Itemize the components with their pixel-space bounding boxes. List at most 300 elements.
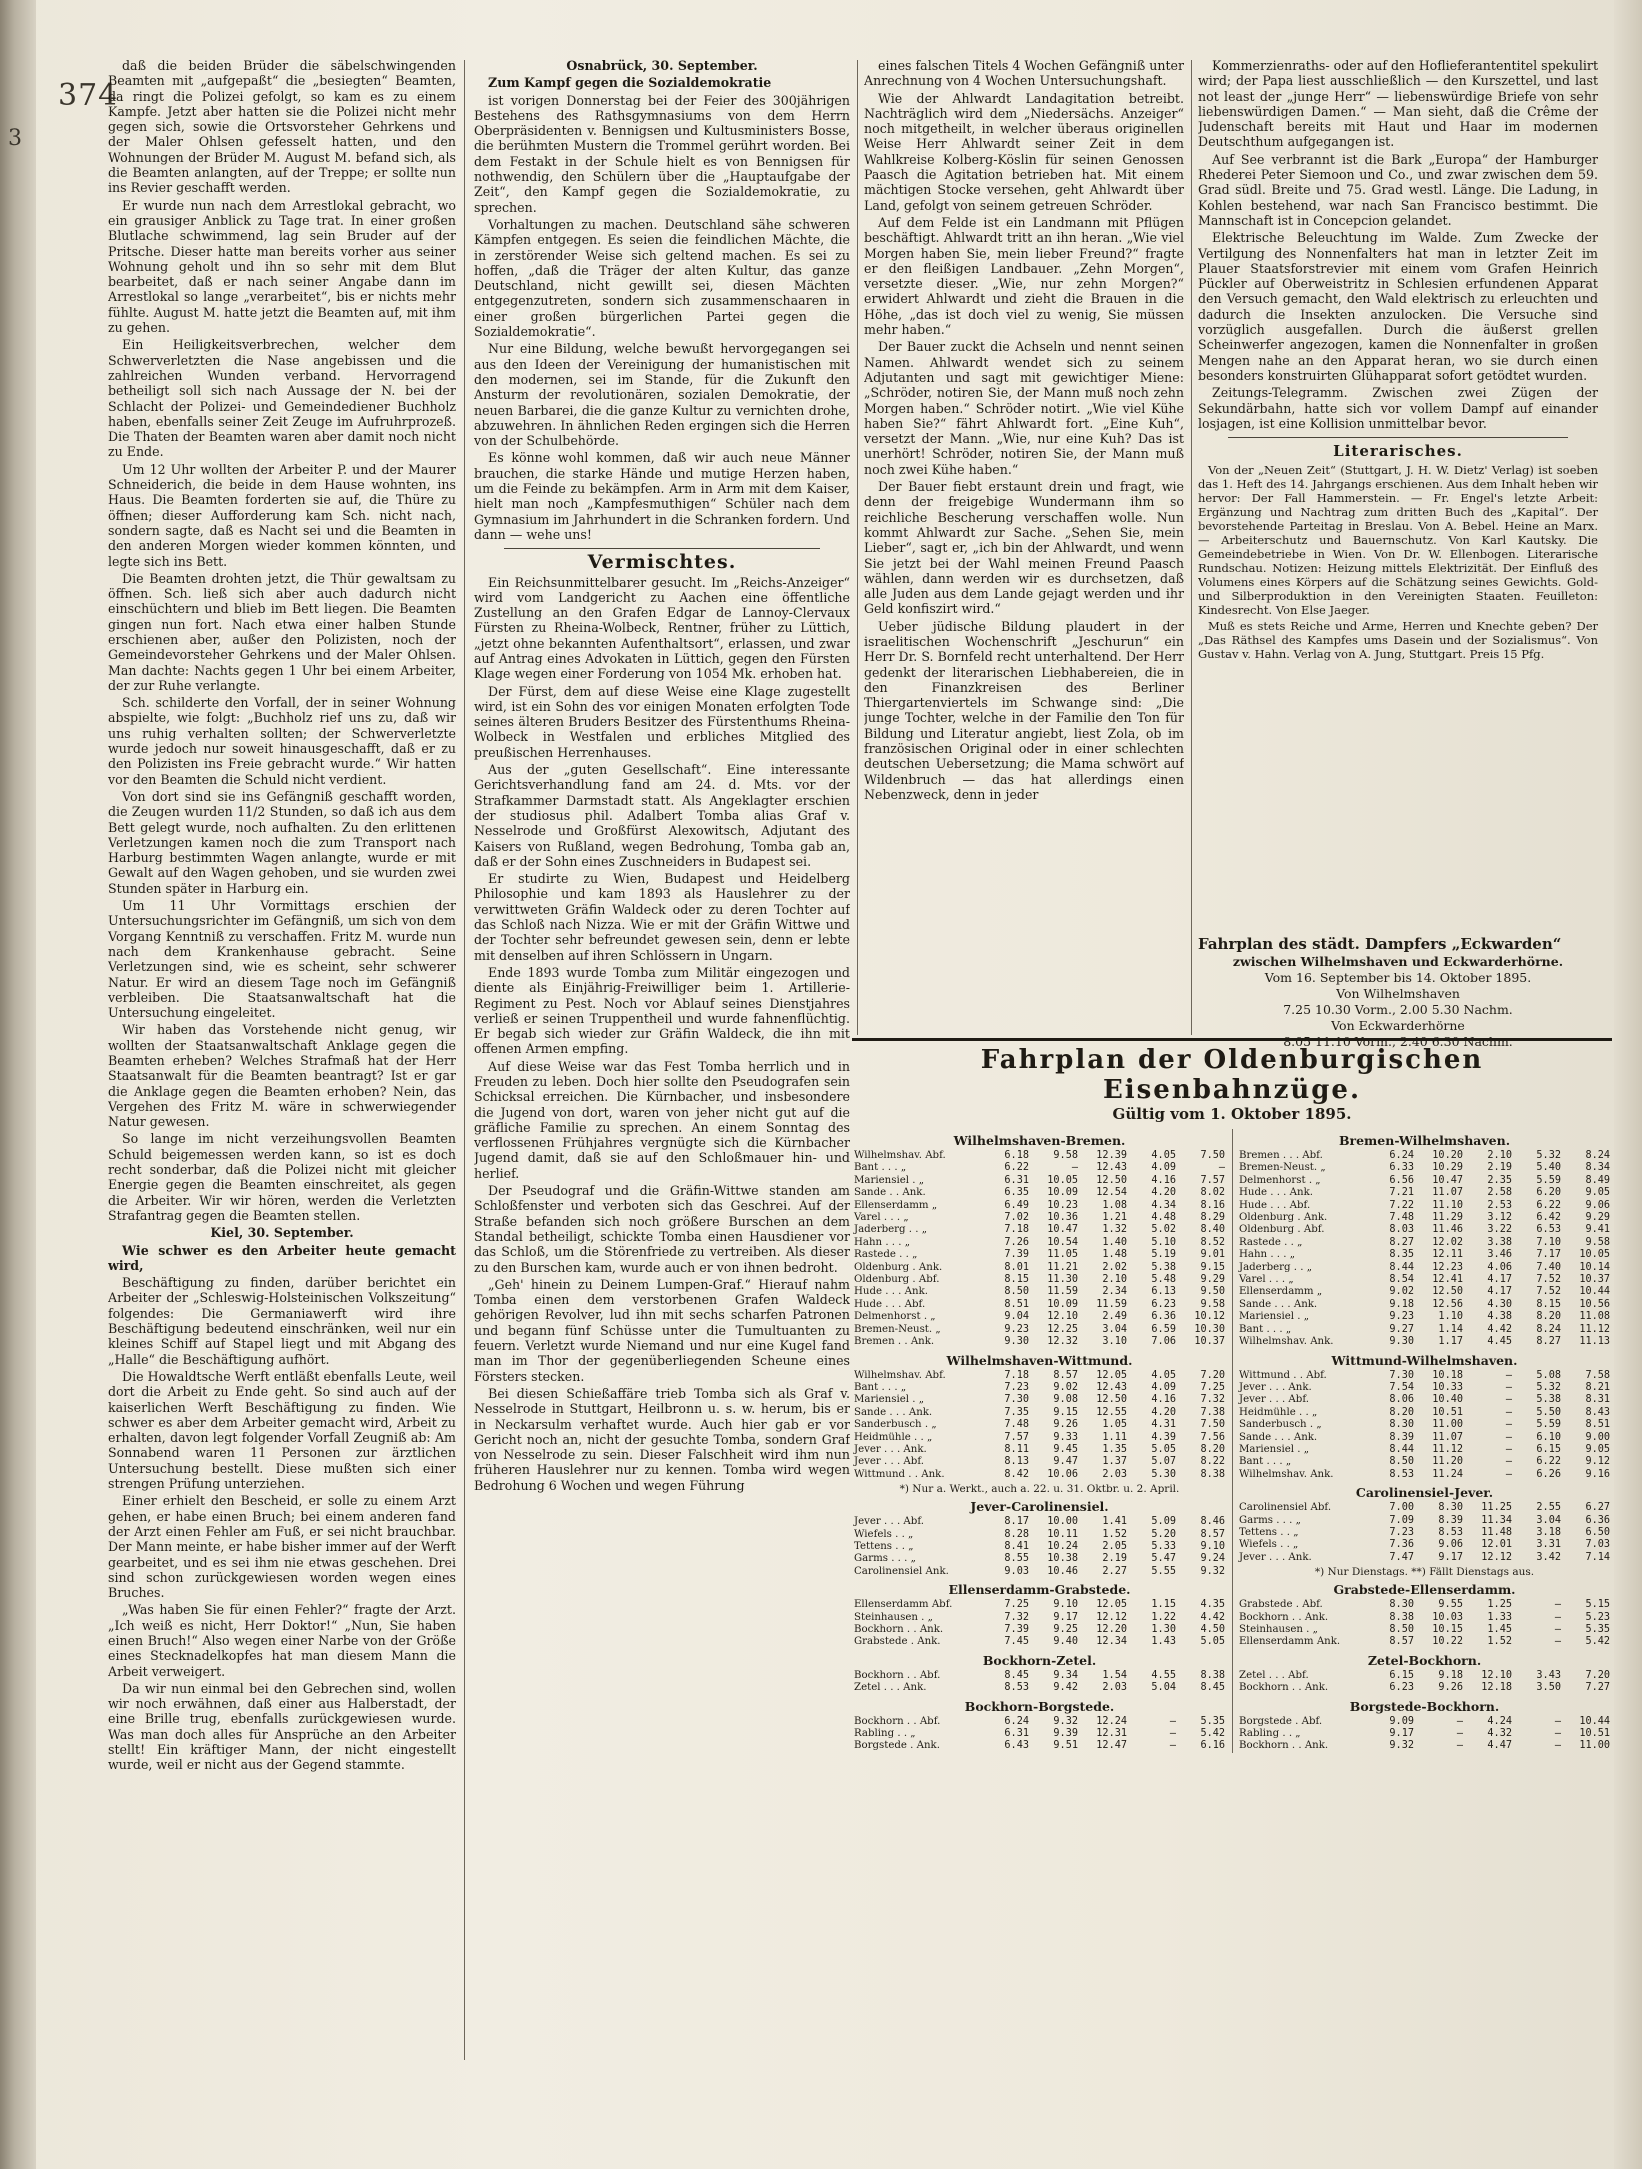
departure-time: 8.46 <box>1200 1516 1225 1528</box>
departure-time: 7.47 <box>1389 1551 1414 1563</box>
station-name: Hahn . . . „ <box>1239 1249 1296 1261</box>
departure-time: 2.19 <box>1487 1162 1512 1174</box>
timetable-footnote: *) Nur a. Werkt., auch a. 22. u. 31. Oktbr. u. 2. April. <box>899 1483 1180 1496</box>
timetable-row <box>852 1740 1227 1752</box>
departure-time: 1.25 <box>1487 1599 1512 1611</box>
timetable-row <box>852 1456 1227 1468</box>
departure-time: — <box>1505 1406 1512 1418</box>
departure-time: 12.18 <box>1481 1682 1512 1694</box>
section-divider <box>504 548 820 549</box>
departure-time: 6.10 <box>1536 1431 1561 1443</box>
article-lead: Wie schwer es den Arbeiter heute gemacht wird, <box>108 1242 456 1273</box>
timetable-row <box>1237 1599 1612 1611</box>
timetable-table <box>1237 1716 1612 1753</box>
timetable-block-title: Bockhorn-Borgstede. <box>964 1698 1115 1714</box>
dateline-kiel: Kiel, 30. September. <box>210 1225 354 1241</box>
station-name: Garms . . . „ <box>1239 1514 1301 1526</box>
departure-time: 4.16 <box>1151 1174 1176 1186</box>
station-name: Mariensiel . „ <box>1239 1443 1309 1455</box>
departure-time: 1.11 <box>1102 1431 1127 1443</box>
timetable-row <box>1237 1286 1612 1298</box>
departure-time: 10.38 <box>1047 1553 1078 1565</box>
departure-time: 10.54 <box>1047 1236 1078 1248</box>
departure-time: 1.14 <box>1438 1323 1463 1335</box>
departure-time: — <box>1554 1611 1561 1623</box>
departure-time: 6.22 <box>1536 1456 1561 1468</box>
departure-time: 9.02 <box>1389 1286 1414 1298</box>
column-2 <box>474 58 850 2068</box>
departure-time: 10.37 <box>1579 1274 1610 1286</box>
departure-time: — <box>1505 1456 1512 1468</box>
departure-time: 4.05 <box>1151 1150 1176 1161</box>
departure-time: 7.23 <box>1389 1526 1414 1538</box>
timetable-block-title: Borgstede-Bockhorn. <box>1349 1698 1500 1714</box>
timetable-table <box>852 1516 1227 1578</box>
departure-time: 12.50 <box>1096 1174 1127 1186</box>
departure-time: 8.49 <box>1585 1174 1610 1186</box>
departure-time: 2.27 <box>1102 1565 1127 1577</box>
departure-time: 5.08 <box>1536 1369 1561 1381</box>
timetable-row <box>1237 1469 1612 1481</box>
departure-time: 7.40 <box>1536 1261 1561 1273</box>
departure-time: 1.43 <box>1151 1636 1176 1648</box>
timetable-row <box>852 1212 1227 1224</box>
departure-time: 9.29 <box>1200 1274 1225 1286</box>
article-paragraph: daß die beiden Brüder die säbelschwingenden Beamten mit „aufgepaßt“ die „besiegten“ Beamten, da ringt die Polizei gefolgt, so kam es zu einem Kampfe. Jetzt aber hatten sie die Polizei nicht mehr gegen sich, sowie die Ortsvorsteher Gehrkens und der Maler Ohlsen gefesselt hatten, und den Wohnungen der Brüder M. August M. befand sich, als die Beamten anlangten, auf der Treppe; er sollte nun ins Revier geschafft werden. <box>108 58 456 196</box>
departure-time: 8.34 <box>1585 1162 1610 1174</box>
departure-time: 6.24 <box>1389 1150 1414 1161</box>
column-rule <box>1232 1129 1233 1753</box>
departure-time: 5.15 <box>1585 1599 1610 1611</box>
section-title-vermischtes: Vermischtes. <box>587 551 737 574</box>
column-1 <box>108 58 456 2068</box>
departure-time: 9.58 <box>1585 1236 1610 1248</box>
departure-time: 6.31 <box>1004 1174 1029 1186</box>
station-name: Rabling . . „ <box>854 1728 916 1740</box>
departure-time: 8.53 <box>1004 1682 1029 1694</box>
column-4 <box>1198 58 1598 1008</box>
station-name: Borgstede . Abf. <box>1239 1715 1323 1727</box>
departure-time: 9.23 <box>1004 1323 1029 1335</box>
departure-time: — <box>1554 1624 1561 1635</box>
section-title-literarisches: Literarisches. <box>1333 442 1463 461</box>
departure-time: 12.47 <box>1096 1740 1127 1752</box>
station-name: Sande . . Ank. <box>854 1187 926 1199</box>
departure-time: 7.39 <box>1004 1249 1029 1261</box>
departure-time: 6.20 <box>1536 1187 1561 1199</box>
station-name: Hahn . . . „ <box>854 1236 911 1248</box>
timetable-row <box>1237 1728 1612 1740</box>
timetable-row <box>1237 1456 1612 1468</box>
departure-time: 7.50 <box>1200 1419 1225 1431</box>
departure-time: — <box>1071 1162 1078 1174</box>
article-paragraph: Wir haben das Vorstehende nicht genug, wir wollten der Staatsanwaltschaft Anklage gegen die Beamten erheben? Welches Strafmaß hat der Herr Staatsanwalt für die Beamten beantragt? Ist er gar die Anklage gegen die Beamten erhoben? Nein, das Vergehen des Fritz M. wäre in schwerwiegender Natur gewesen. <box>108 1022 456 1130</box>
departure-time: 2.03 <box>1102 1468 1127 1480</box>
departure-time: 9.30 <box>1004 1336 1029 1348</box>
departure-time: 5.42 <box>1585 1636 1610 1648</box>
timetable-block-title: Grabstede-Ellenserdamm. <box>1333 1582 1516 1598</box>
station-name: Tettens . . „ <box>1239 1526 1299 1538</box>
timetable-row <box>852 1311 1227 1323</box>
departure-time: 10.29 <box>1432 1162 1463 1174</box>
departure-time: 5.20 <box>1151 1528 1176 1540</box>
departure-time: 11.00 <box>1579 1740 1610 1752</box>
departure-time: 7.56 <box>1200 1431 1225 1443</box>
timetable-table <box>1237 1370 1612 1482</box>
departure-time: 8.15 <box>1536 1298 1561 1310</box>
timetable-table <box>1237 1502 1612 1564</box>
departure-time: 3.31 <box>1536 1539 1561 1551</box>
departure-time: 9.47 <box>1053 1456 1078 1468</box>
timetable-row <box>852 1262 1227 1274</box>
departure-time: 1.32 <box>1102 1224 1127 1236</box>
timetable-left-column <box>852 1129 1227 1753</box>
article-paragraph: Beschäftigung zu finden, darüber berichtet ein Arbeiter der „Schleswig-Holsteinischen Volkszeitung“ folgendes: Die Germaniawerft wird ihre Beschäftigung bedeutend einschränken, weil nur ein kleines Schiff auf Stapel liegt und mit Abgang des „Halle“ die Beschäftigung aufhört. <box>108 1275 456 1367</box>
departure-time: 1.37 <box>1102 1456 1127 1468</box>
departure-time: 10.37 <box>1194 1336 1225 1348</box>
station-name: Bremen . . Ank. <box>854 1336 935 1348</box>
departure-time: 7.27 <box>1585 1682 1610 1694</box>
departure-time: 7.57 <box>1200 1174 1225 1186</box>
timetable-row <box>1237 1370 1612 1382</box>
departure-time: 2.10 <box>1102 1274 1127 1286</box>
departure-time: 1.17 <box>1438 1336 1463 1348</box>
ferry-subtitle: zwischen Wilhelmshaven und Eckwarderhörne. <box>1232 954 1564 969</box>
departure-time: 4.50 <box>1200 1624 1225 1635</box>
section-divider <box>1228 437 1568 438</box>
departure-time: 12.25 <box>1047 1323 1078 1335</box>
departure-time: 9.17 <box>1389 1728 1414 1740</box>
railway-timetable <box>852 1038 1612 2138</box>
departure-time: 8.03 <box>1389 1224 1414 1236</box>
departure-time: — <box>1505 1468 1512 1480</box>
departure-time: — <box>1554 1715 1561 1727</box>
station-name: Mariensiel . „ <box>854 1394 924 1406</box>
departure-time: 3.38 <box>1487 1236 1512 1248</box>
departure-time: 11.48 <box>1481 1526 1512 1538</box>
departure-time: 4.31 <box>1151 1419 1176 1431</box>
departure-time: 4.20 <box>1151 1187 1176 1199</box>
departure-time: 8.53 <box>1438 1526 1463 1538</box>
station-name: Grabstede . Abf. <box>1239 1599 1323 1611</box>
station-name: Jever . . . Ank. <box>1239 1381 1312 1393</box>
departure-time: 7.52 <box>1536 1286 1561 1298</box>
departure-time: 4.09 <box>1151 1381 1176 1393</box>
article-paragraph: Ein Reichsunmittelbarer gesucht. Im „Reichs-Anzeiger“ wird vom Landgericht zu Aachen eine öffentliche Zustellung an den Grafen Edgar de Lannoy-Clervaux Fürsten zu Rheina-Wolbeck, Rentner, früher zu Lüttich, „jetzt ohne bekannten Aufenthaltsort“, erlassen, und zwar auf Antrag eines Advokaten in Lüttich, gegen den Fürsten Klage wegen einer Forderung von 1054 Mk. erhoben hat. <box>474 574 850 682</box>
article-paragraph: ist vorigen Donnerstag bei der Feier des 300jährigen Bestehens des Rathsgymnasiums von dem Herrn Oberpräsidenten v. Bennigsen und Kultusministers Bosse, die berühmten Mustern die Trommel gerührt worden. Bei dem Festakt in der Schule hielt es von Bennigsen für nothwendig, den Schülern über die „Hauptaufgabe der Zeit“, den Kampf gegen die Sozialdemokratie, zu sprechen. <box>474 92 850 215</box>
article-paragraph: „Was haben Sie für einen Fehler?“ fragte der Arzt. „Ich weiß es nicht, Herr Doktor!“ „Nun, Sie haben einen Bruch!“ Also wegen einer Narbe von der Größe eines Stecknadelkopfes hat man diesem Mann die Arbeit verweigert. <box>108 1602 456 1679</box>
departure-time: 2.53 <box>1487 1199 1512 1211</box>
departure-time: 5.38 <box>1151 1261 1176 1273</box>
station-name: Bockhorn . . Abf. <box>854 1669 941 1681</box>
ferry-from-2: Von Eckwarderhörne <box>1331 1018 1465 1033</box>
timetable-row <box>1237 1539 1612 1551</box>
timetable-block-title: Bockhorn-Zetel. <box>982 1652 1097 1668</box>
departure-time: 8.38 <box>1200 1669 1225 1681</box>
departure-time: 12.24 <box>1096 1715 1127 1727</box>
timetable-row <box>1237 1299 1612 1311</box>
departure-time: 9.34 <box>1053 1669 1078 1681</box>
departure-time: — <box>1456 1715 1463 1727</box>
timetable-row <box>852 1336 1227 1348</box>
departure-time: 12.54 <box>1096 1187 1127 1199</box>
departure-time: 10.40 <box>1432 1394 1463 1406</box>
station-name: Wilhelmshav. Ank. <box>1239 1336 1334 1348</box>
departure-time: 9.29 <box>1585 1212 1610 1224</box>
departure-time: — <box>1554 1728 1561 1740</box>
station-name: Oldenburg . Ank. <box>854 1261 943 1273</box>
article-paragraph: Kommerzienraths- oder auf den Hoflieferantentitel spekulirt wird; der Papa liest ausschließlich — den Kurszettel, und last not least der „junge Herr“ — liebenswürdige Briefe von sehr liebenswürdigen Damen.“ — Man sieht, daß die Crême der Judenschaft bereits mit Haut und Haar im modernen Deutschthum aufgegangen ist. <box>1198 58 1598 150</box>
departure-time: 11.20 <box>1432 1456 1463 1468</box>
departure-time: 9.33 <box>1053 1431 1078 1443</box>
timetable-row <box>852 1432 1227 1444</box>
departure-time: 5.02 <box>1151 1224 1176 1236</box>
departure-time: 4.47 <box>1487 1740 1512 1752</box>
column-3 <box>864 58 1184 1008</box>
departure-time: 1.33 <box>1487 1611 1512 1623</box>
departure-time: 4.34 <box>1151 1199 1176 1211</box>
station-name: Zetel . . . Abf. <box>1239 1669 1309 1681</box>
station-name: Wilhelmshav. Ank. <box>1239 1468 1334 1480</box>
departure-time: 12.50 <box>1096 1394 1127 1406</box>
timetable-row <box>852 1529 1227 1541</box>
departure-time: 6.50 <box>1585 1526 1610 1538</box>
departure-time: 8.50 <box>1004 1286 1029 1298</box>
departure-time: 8.51 <box>1004 1298 1029 1310</box>
departure-time: 5.47 <box>1151 1553 1176 1565</box>
departure-time: — <box>1554 1599 1561 1611</box>
article-paragraph: Die Beamten drohten jetzt, die Thür gewaltsam zu öffnen. Sch. ließ sich aber auch dadurch nicht einschüchtern und blieb im Bett liegen. Die Beamten gingen nun fort. Nach etwa einer halben Stunde erschienen aber, außer den Polizisten, noch der Gemeindevorsteher Gehrkens und der Maler Ohlsen. Man dachte: Nachts gegen 1 Uhr bei einem Arbeiter, der zur Ruhe verlangte. <box>108 570 456 693</box>
departure-time: 5.35 <box>1200 1715 1225 1727</box>
departure-time: 10.15 <box>1432 1624 1463 1635</box>
departure-time: 8.27 <box>1389 1236 1414 1248</box>
timetable-row <box>852 1382 1227 1394</box>
departure-time: 8.21 <box>1585 1381 1610 1393</box>
departure-time: 6.49 <box>1004 1199 1029 1211</box>
departure-time: 2.35 <box>1487 1174 1512 1186</box>
departure-time: 9.10 <box>1053 1599 1078 1611</box>
departure-time: 5.40 <box>1536 1162 1561 1174</box>
timetable-row <box>852 1286 1227 1298</box>
station-name: Borgstede . Ank. <box>854 1740 940 1752</box>
article-paragraph: Da wir nun einmal bei den Gebrechen sind, wollen wir noch erwähnen, daß einer aus Halberstadt, der eine Brille trug, ebenfalls zurückgewiesen wurde. Was man doch alles für Ansprüche an den Arbeiter stellt! Ein kräftiger Mann, der nicht eingestellt wurde, weil er nicht aus der Gegend stammte. <box>108 1680 456 1773</box>
article-paragraph: Ende 1893 wurde Tomba zum Militär eingezogen und diente als Einjährig-Freiwilliger beim 1. Artillerie-Regiment zu Pest. Noch vor Ablauf seines Dienstjahres verließ er seinen Truppentheil und wurde fahnenflüchtig. Er begab sich wieder zur Gräfin Waldeck, die ihn mit offenen Armen empfing. <box>474 964 850 1057</box>
station-name: Jever . . . Ank. <box>854 1443 927 1455</box>
departure-time: 8.01 <box>1004 1261 1029 1273</box>
station-name: Wittmund . . Ank. <box>854 1468 945 1480</box>
station-name: Bant . . . „ <box>854 1381 907 1393</box>
timetable-row <box>1237 1249 1612 1261</box>
station-name: Wittmund . . Abf. <box>1239 1369 1327 1381</box>
departure-time: 8.53 <box>1389 1468 1414 1480</box>
departure-time: 8.30 <box>1389 1599 1414 1611</box>
timetable-row <box>852 1541 1227 1553</box>
departure-time: 8.44 <box>1389 1443 1414 1455</box>
departure-time: 11.12 <box>1432 1443 1463 1455</box>
timetable-row <box>1237 1716 1612 1728</box>
departure-time: 9.06 <box>1438 1539 1463 1551</box>
departure-time: 9.08 <box>1053 1394 1078 1406</box>
departure-time: 7.32 <box>1004 1611 1029 1623</box>
departure-time: 1.05 <box>1102 1419 1127 1431</box>
station-name: Oldenburg . Abf. <box>1239 1224 1325 1236</box>
timetable-table <box>852 1150 1227 1349</box>
departure-time: 10.11 <box>1047 1528 1078 1540</box>
departure-time: 6.23 <box>1389 1682 1414 1694</box>
departure-time: 9.39 <box>1053 1728 1078 1740</box>
departure-time: 7.17 <box>1536 1249 1561 1261</box>
departure-time: 6.43 <box>1004 1740 1029 1752</box>
article-paragraph: Der Bauer fiebt erstaunt drein und fragt, wie denn der freigebige Wundermann ihm so reichliche Bescherung verschaffen wolle. Nun kommt Ahlwardt zur Sache. „Sehen Sie, mein Lieber“, sagt er, „ich bin der Ahlwardt, und wenn Sie jetzt bei der Wahl meinen Freund Paasch wählen, dann werden wir es durchsetzen, daß alle Juden aus dem Lande gejagt werden und ihr Geld konfiszirt wird.“ <box>864 479 1184 617</box>
departure-time: 10.56 <box>1579 1298 1610 1310</box>
station-name: Jaderberg . . „ <box>1239 1261 1312 1273</box>
departure-time: 5.59 <box>1536 1174 1561 1186</box>
timetable-right-column <box>1237 1129 1612 1753</box>
departure-time: 8.15 <box>1004 1274 1029 1286</box>
corner-mark: 3 <box>8 126 22 151</box>
departure-time: 6.18 <box>1004 1150 1029 1161</box>
departure-time: 2.34 <box>1102 1286 1127 1298</box>
departure-time: 5.33 <box>1151 1540 1176 1552</box>
article-paragraph: Um 11 Uhr Vormittags erschien der Untersuchungsrichter im Gefängniß, um sich von dem Vorgang Kenntniß zu verschaffen. Fritz M. wurde nun nach dem Krankenhause gebracht. Seine Verletzungen sind, wie es scheint, sehr schwerer Natur. Er wird an diesem Tage noch im Gefängniß verbleiben. Die Staatsanwaltschaft hat die Untersuchung eingeleitet. <box>108 898 456 1021</box>
departure-time: 9.32 <box>1200 1565 1225 1577</box>
departure-time: 11.10 <box>1432 1199 1463 1211</box>
timetable-row <box>852 1299 1227 1311</box>
departure-time: 10.09 <box>1047 1298 1078 1310</box>
station-name: Ellenserdamm Ank. <box>1239 1636 1341 1648</box>
article-paragraph: Zeitungs-Telegramm. Zwischen zwei Zügen der Sekundärbahn, hatte sich vor vollem Dampf auf einander losjagen, ist eine Kollision unmittelbar bevor. <box>1198 385 1598 431</box>
departure-time: 9.45 <box>1053 1443 1078 1455</box>
departure-time: 6.35 <box>1004 1187 1029 1199</box>
departure-time: 8.50 <box>1389 1624 1414 1635</box>
station-name: Rastede . . „ <box>1239 1236 1303 1248</box>
article-paragraph: Er wurde nun nach dem Arrestlokal gebracht, wo ein grausiger Anblick zu Tage trat. In einer großen Blutlache schwimmend, lag sein Bruder auf der Pritsche. Dieser hatte man bereits vorher aus seiner Wohnung geholt und ihn so sehr mit dem Blut bearbeitet, daß er nach seiner Angabe dann im Arrestlokal so lange „verarbeitet“, bis er nichts mehr fühlte. August M. hatte jetzt die Beamten auf, mit ihm zu gehen. <box>108 197 456 336</box>
departure-time: 4.30 <box>1487 1298 1512 1310</box>
departure-time: 6.59 <box>1151 1323 1176 1335</box>
station-name: Garms . . . „ <box>854 1553 916 1565</box>
departure-time: 8.40 <box>1200 1224 1225 1236</box>
departure-time: 7.38 <box>1200 1406 1225 1418</box>
station-name: Rastede . . „ <box>854 1249 918 1261</box>
timetable-columns <box>852 1129 1612 1753</box>
article-paragraph: Von dort sind sie ins Gefängniß geschafft worden, die Zeugen wurden 11/2 Stunden, so daß ich aus dem Bett gelegt wurde, noch aufhalten. Zu den erlittenen Verletzungen kamen noch die zum Transport nach Harburg bestimmten Wagen anlangte, wurde er mit Gewalt auf den Wagen gehoben, und sie wurden zwei Stunden später in Harburg ein. <box>108 788 456 896</box>
departure-time: 4.05 <box>1151 1369 1176 1381</box>
departure-time: 12.41 <box>1432 1274 1463 1286</box>
station-name: Jever . . . Ank. <box>1239 1551 1312 1563</box>
departure-time: 9.00 <box>1585 1431 1610 1443</box>
departure-time: 4.48 <box>1151 1212 1176 1224</box>
departure-time: 9.40 <box>1053 1636 1078 1648</box>
station-name: Bremen-Neust. „ <box>1239 1162 1326 1174</box>
departure-time: 7.39 <box>1004 1624 1029 1635</box>
station-name: Jever . . . Abf. <box>854 1516 924 1528</box>
departure-time: 3.43 <box>1536 1669 1561 1681</box>
departure-time: 2.05 <box>1102 1540 1127 1552</box>
departure-time: 5.55 <box>1151 1565 1176 1577</box>
timetable-row <box>852 1516 1227 1528</box>
station-name: Bockhorn . . Ank. <box>1239 1611 1329 1623</box>
departure-time: 5.32 <box>1536 1150 1561 1161</box>
departure-time: 5.05 <box>1151 1443 1176 1455</box>
station-name: Zetel . . . Ank. <box>854 1682 927 1694</box>
departure-time: 7.09 <box>1389 1514 1414 1526</box>
station-name: Jever . . . Abf. <box>854 1456 924 1468</box>
departure-time: 9.51 <box>1053 1740 1078 1752</box>
departure-time: 7.00 <box>1389 1502 1414 1514</box>
timetable-table <box>1237 1599 1612 1649</box>
station-name: Sande . . . Ank. <box>1239 1431 1318 1443</box>
departure-time: 9.32 <box>1389 1740 1414 1752</box>
station-name: Wiefels . . „ <box>854 1528 914 1540</box>
departure-time: 9.16 <box>1585 1468 1610 1480</box>
timetable-row <box>852 1599 1227 1611</box>
departure-time: 8.57 <box>1389 1636 1414 1648</box>
departure-time: 8.22 <box>1200 1456 1225 1468</box>
station-name: Wiefels . . „ <box>1239 1539 1299 1551</box>
departure-time: 9.12 <box>1585 1456 1610 1468</box>
departure-time: 9.18 <box>1389 1298 1414 1310</box>
departure-time: 7.20 <box>1200 1369 1225 1381</box>
station-name: Steinhausen . „ <box>854 1611 933 1623</box>
departure-time: — <box>1169 1740 1176 1752</box>
departure-time: 9.04 <box>1004 1311 1029 1323</box>
departure-time: 7.48 <box>1389 1212 1414 1224</box>
timetable-row <box>1237 1515 1612 1527</box>
departure-time: 8.31 <box>1585 1394 1610 1406</box>
departure-time: 3.42 <box>1536 1551 1561 1563</box>
departure-time: 7.35 <box>1004 1406 1029 1418</box>
departure-time: — <box>1505 1431 1512 1443</box>
departure-time: 9.05 <box>1585 1443 1610 1455</box>
departure-time: 10.46 <box>1047 1565 1078 1577</box>
departure-time: 10.18 <box>1432 1369 1463 1381</box>
departure-time: 8.44 <box>1389 1261 1414 1273</box>
departure-time: 1.52 <box>1487 1636 1512 1648</box>
departure-time: 8.24 <box>1536 1323 1561 1335</box>
departure-time: 12.32 <box>1047 1336 1078 1348</box>
departure-time: 8.51 <box>1585 1419 1610 1431</box>
station-name: Bockhorn . . Ank. <box>854 1624 944 1635</box>
article-paragraph: Muß es stets Reiche und Arme, Herren und Knechte geben? Der „Das Räthsel des Kampfes ums Dasein und der Sozialismus“. Von Gustav v. Hahn. Verlag von A. Jung, Stuttgart. Preis 15 Pfg. <box>1198 619 1598 662</box>
departure-time: 3.04 <box>1536 1514 1561 1526</box>
timetable-row <box>1237 1502 1612 1514</box>
timetable-table <box>1237 1150 1612 1349</box>
departure-time: 12.56 <box>1432 1298 1463 1310</box>
station-name: Bremen-Neust. „ <box>854 1323 941 1335</box>
timetable-row <box>852 1624 1227 1636</box>
ferry-times-2: 8.05 11.10 Vorm., 2.40 6.30 Nachm. <box>1283 1034 1513 1049</box>
station-name: Oldenburg . Ank. <box>1239 1212 1328 1224</box>
station-name: Heidmühle . . „ <box>1239 1406 1318 1418</box>
departure-time: 7.10 <box>1536 1236 1561 1248</box>
timetable-table <box>852 1716 1227 1753</box>
departure-time: 2.03 <box>1102 1682 1127 1694</box>
departure-time: 10.44 <box>1579 1715 1610 1727</box>
station-name: Bant . . . „ <box>1239 1323 1292 1335</box>
article-paragraph: Vorhaltungen zu machen. Deutschland sähe schweren Kämpfen entgegen. Es seien die feindlichen Mächte, die in zerstörender Weise sich geltend machen. Es sei zu hoffen, „daß die Träger der alten Kultur, das ganze Deutschland, nicht gewillt sei, diesen Mächten entgegenzutreten, sondern sich zusammenschaaren in einer großen bürgerlichen Partei gegen die Sozialdemokratie“. <box>474 216 850 340</box>
departure-time: — <box>1505 1394 1512 1406</box>
departure-time: 8.17 <box>1004 1516 1029 1528</box>
column-rule <box>464 60 465 2060</box>
literary-notes <box>1198 463 1598 661</box>
timetable-row <box>852 1187 1227 1199</box>
station-name: Delmenhorst . „ <box>854 1311 936 1323</box>
departure-time: 1.54 <box>1102 1669 1127 1681</box>
departure-time: 4.16 <box>1151 1394 1176 1406</box>
departure-time: 6.27 <box>1585 1502 1610 1514</box>
station-name: Mariensiel . „ <box>1239 1311 1309 1323</box>
departure-time: 9.26 <box>1438 1682 1463 1694</box>
